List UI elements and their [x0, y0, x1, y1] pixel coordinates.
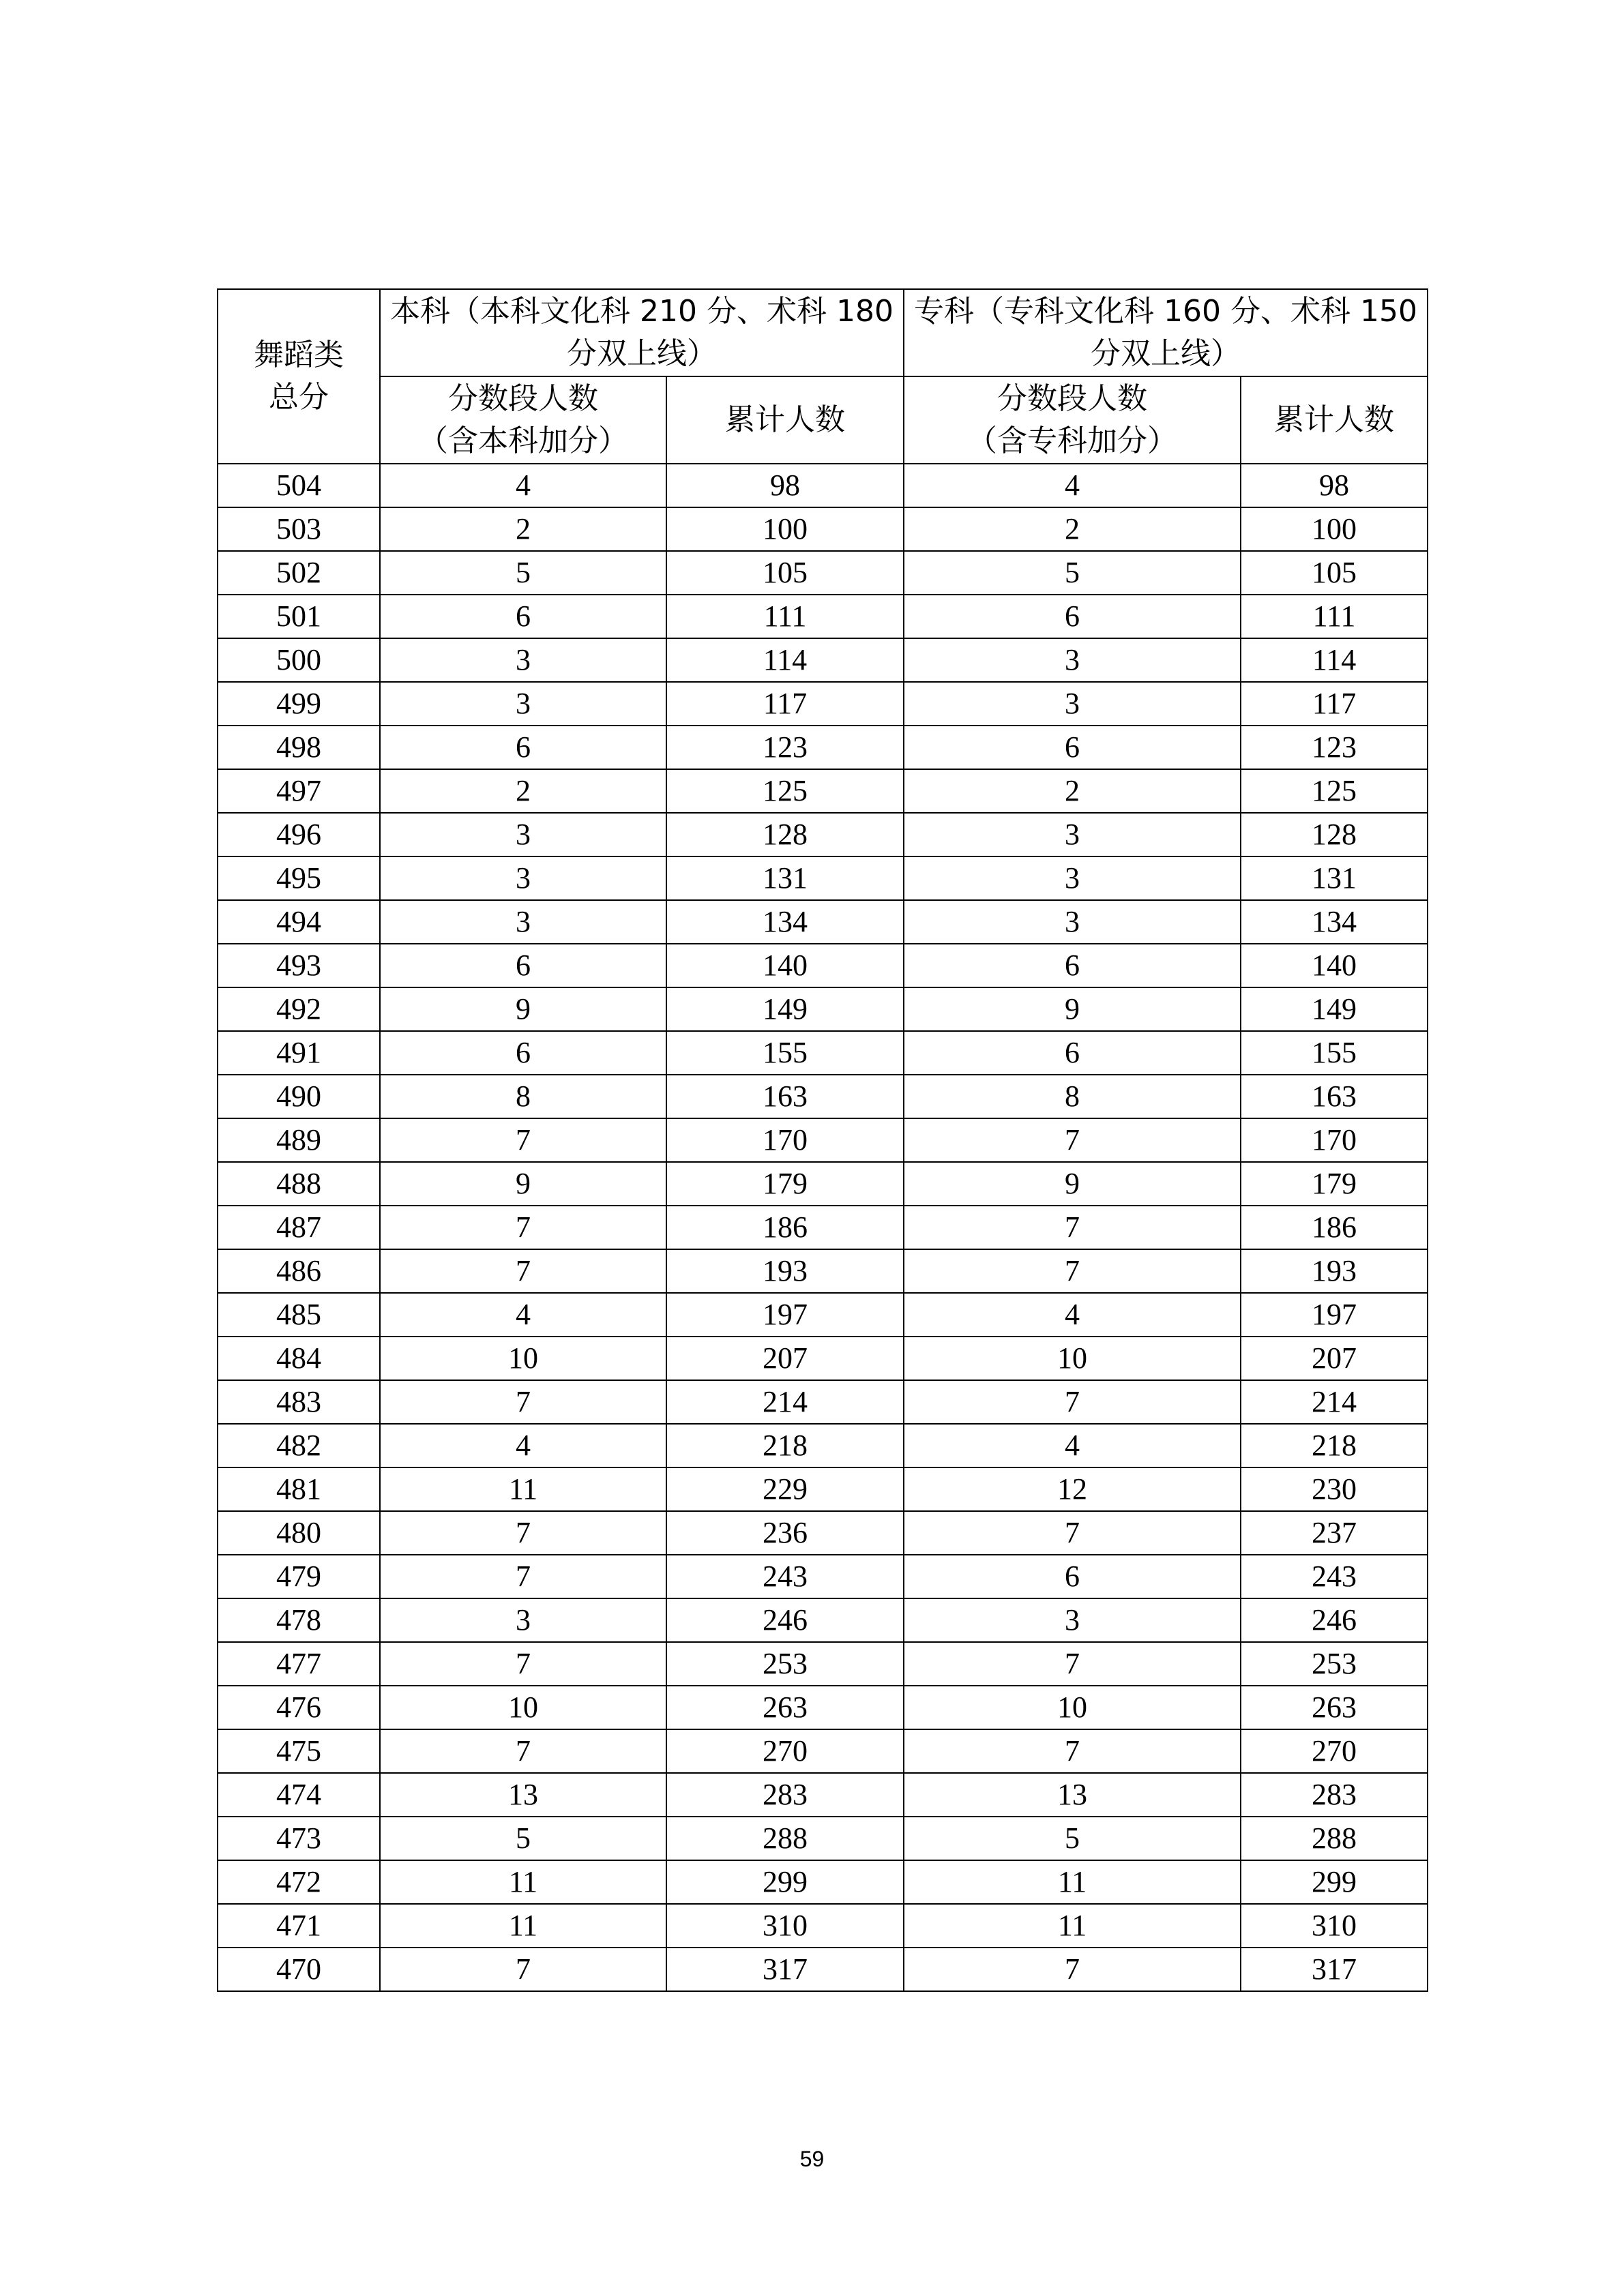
table-row — [218, 856, 1428, 900]
junior-cumulative-cell: 149 — [1241, 987, 1428, 1031]
undergrad-cumulative-cell: 299 — [666, 1860, 904, 1904]
junior-segment-cell: 7 — [904, 1642, 1241, 1686]
total-score-cell: 491 — [218, 1031, 380, 1075]
junior-segment-cell: 7 — [904, 1249, 1241, 1293]
junior-cumulative-cell: 218 — [1241, 1424, 1428, 1467]
undergrad-segment-cell: 7 — [380, 1555, 666, 1598]
header-junior-segment-line1: 分数段人数 — [997, 381, 1148, 416]
total-score-cell: 471 — [218, 1904, 380, 1948]
junior-cumulative-cell: 243 — [1241, 1555, 1428, 1598]
total-score-cell: 482 — [218, 1424, 380, 1467]
header-junior-segment-line2: （含专科加分） — [967, 423, 1178, 458]
junior-segment-cell: 4 — [904, 1424, 1241, 1467]
total-score-cell: 502 — [218, 551, 380, 595]
junior-cumulative-cell: 128 — [1241, 813, 1428, 856]
table-row — [218, 900, 1428, 944]
junior-segment-cell: 6 — [904, 1555, 1241, 1598]
junior-cumulative-cell: 163 — [1241, 1075, 1428, 1118]
undergrad-segment-cell: 9 — [380, 987, 666, 1031]
undergrad-cumulative-cell: 100 — [666, 507, 904, 551]
header-junior-segment — [904, 376, 1241, 464]
table-row — [218, 1118, 1428, 1162]
total-score-cell: 486 — [218, 1249, 380, 1293]
undergrad-segment-cell: 7 — [380, 1380, 666, 1424]
table-row — [218, 813, 1428, 856]
undergrad-segment-cell: 6 — [380, 944, 666, 987]
junior-cumulative-cell: 134 — [1241, 900, 1428, 944]
table-row — [218, 1860, 1428, 1904]
total-score-cell: 492 — [218, 987, 380, 1031]
undergrad-cumulative-cell: 246 — [666, 1598, 904, 1642]
junior-segment-cell: 6 — [904, 944, 1241, 987]
table-row — [218, 1686, 1428, 1729]
junior-cumulative-cell: 125 — [1241, 769, 1428, 813]
undergrad-cumulative-cell: 131 — [666, 856, 904, 900]
junior-cumulative-cell: 193 — [1241, 1249, 1428, 1293]
junior-segment-cell: 12 — [904, 1467, 1241, 1511]
undergrad-cumulative-cell: 163 — [666, 1075, 904, 1118]
table-row — [218, 987, 1428, 1031]
junior-cumulative-cell: 105 — [1241, 551, 1428, 595]
table-row — [218, 1817, 1428, 1860]
total-score-cell: 501 — [218, 595, 380, 638]
junior-segment-cell: 7 — [904, 1118, 1241, 1162]
total-score-cell: 499 — [218, 682, 380, 726]
junior-cumulative-cell: 100 — [1241, 507, 1428, 551]
undergrad-segment-cell: 11 — [380, 1904, 666, 1948]
undergrad-cumulative-cell: 243 — [666, 1555, 904, 1598]
total-score-cell: 472 — [218, 1860, 380, 1904]
total-score-cell: 481 — [218, 1467, 380, 1511]
table-row — [218, 1206, 1428, 1249]
table-row — [218, 1075, 1428, 1118]
junior-segment-cell: 5 — [904, 1817, 1241, 1860]
undergrad-cumulative-cell: 125 — [666, 769, 904, 813]
undergrad-segment-cell: 5 — [380, 1817, 666, 1860]
header-undergrad-segment-line2: （含本科加分） — [418, 423, 628, 458]
table-row — [218, 638, 1428, 682]
total-score-cell: 479 — [218, 1555, 380, 1598]
undergrad-segment-cell: 9 — [380, 1162, 666, 1206]
undergrad-segment-cell: 11 — [380, 1467, 666, 1511]
undergrad-cumulative-cell: 179 — [666, 1162, 904, 1206]
undergrad-segment-cell: 4 — [380, 464, 666, 507]
junior-segment-cell: 5 — [904, 551, 1241, 595]
undergrad-cumulative-cell: 111 — [666, 595, 904, 638]
undergrad-segment-cell: 3 — [380, 900, 666, 944]
undergrad-cumulative-cell: 207 — [666, 1337, 904, 1380]
undergrad-cumulative-cell: 236 — [666, 1511, 904, 1555]
undergrad-segment-cell: 6 — [380, 726, 666, 769]
undergrad-cumulative-cell: 283 — [666, 1773, 904, 1817]
table-row — [218, 944, 1428, 987]
junior-cumulative-cell: 98 — [1241, 464, 1428, 507]
total-score-cell: 498 — [218, 726, 380, 769]
junior-cumulative-cell: 179 — [1241, 1162, 1428, 1206]
undergrad-cumulative-cell: 123 — [666, 726, 904, 769]
table-row — [218, 1948, 1428, 1991]
junior-segment-cell: 11 — [904, 1860, 1241, 1904]
undergrad-segment-cell: 3 — [380, 638, 666, 682]
total-score-cell: 480 — [218, 1511, 380, 1555]
junior-segment-cell: 3 — [904, 638, 1241, 682]
junior-cumulative-cell: 263 — [1241, 1686, 1428, 1729]
junior-segment-cell: 7 — [904, 1206, 1241, 1249]
table-row — [218, 1773, 1428, 1817]
table-row — [218, 1729, 1428, 1773]
undergrad-cumulative-cell: 140 — [666, 944, 904, 987]
undergrad-cumulative-cell: 134 — [666, 900, 904, 944]
table-body — [218, 464, 1428, 1991]
undergrad-segment-cell: 7 — [380, 1948, 666, 1991]
undergrad-cumulative-cell: 214 — [666, 1380, 904, 1424]
undergrad-cumulative-cell: 229 — [666, 1467, 904, 1511]
table-row — [218, 1555, 1428, 1598]
header-total-score-line2: 总分 — [269, 380, 329, 415]
undergrad-segment-cell: 6 — [380, 1031, 666, 1075]
junior-cumulative-cell: 114 — [1241, 638, 1428, 682]
undergrad-cumulative-cell: 98 — [666, 464, 904, 507]
junior-segment-cell: 6 — [904, 595, 1241, 638]
junior-segment-cell: 3 — [904, 900, 1241, 944]
header-total-score — [218, 289, 380, 464]
undergrad-cumulative-cell: 114 — [666, 638, 904, 682]
undergrad-cumulative-cell: 117 — [666, 682, 904, 726]
junior-segment-cell: 7 — [904, 1948, 1241, 1991]
undergrad-cumulative-cell: 197 — [666, 1293, 904, 1337]
junior-segment-cell: 3 — [904, 856, 1241, 900]
total-score-cell: 470 — [218, 1948, 380, 1991]
undergrad-cumulative-cell: 186 — [666, 1206, 904, 1249]
junior-cumulative-cell: 237 — [1241, 1511, 1428, 1555]
junior-segment-cell: 10 — [904, 1686, 1241, 1729]
table-row — [218, 1380, 1428, 1424]
total-score-cell: 487 — [218, 1206, 380, 1249]
junior-segment-cell: 11 — [904, 1904, 1241, 1948]
table-row — [218, 1293, 1428, 1337]
table-row — [218, 1598, 1428, 1642]
undergrad-segment-cell: 4 — [380, 1293, 666, 1337]
undergrad-cumulative-cell: 149 — [666, 987, 904, 1031]
undergrad-cumulative-cell: 263 — [666, 1686, 904, 1729]
junior-cumulative-cell: 123 — [1241, 726, 1428, 769]
header-undergrad-segment — [380, 376, 666, 464]
junior-segment-cell: 2 — [904, 507, 1241, 551]
junior-segment-cell: 3 — [904, 813, 1241, 856]
undergrad-segment-cell: 2 — [380, 769, 666, 813]
undergrad-segment-cell: 3 — [380, 1598, 666, 1642]
junior-cumulative-cell: 111 — [1241, 595, 1428, 638]
undergrad-cumulative-cell: 310 — [666, 1904, 904, 1948]
junior-cumulative-cell: 170 — [1241, 1118, 1428, 1162]
score-distribution-table-container — [217, 288, 1427, 1992]
undergrad-segment-cell: 4 — [380, 1424, 666, 1467]
total-score-cell: 473 — [218, 1817, 380, 1860]
total-score-cell: 485 — [218, 1293, 380, 1337]
junior-segment-cell: 7 — [904, 1511, 1241, 1555]
undergrad-cumulative-cell: 105 — [666, 551, 904, 595]
undergrad-cumulative-cell: 170 — [666, 1118, 904, 1162]
total-score-cell: 488 — [218, 1162, 380, 1206]
undergrad-cumulative-cell: 253 — [666, 1642, 904, 1686]
table-row — [218, 1337, 1428, 1380]
junior-cumulative-cell: 207 — [1241, 1337, 1428, 1380]
junior-segment-cell: 6 — [904, 726, 1241, 769]
table-row — [218, 1467, 1428, 1511]
undergrad-cumulative-cell: 317 — [666, 1948, 904, 1991]
junior-cumulative-cell: 283 — [1241, 1773, 1428, 1817]
total-score-cell: 484 — [218, 1337, 380, 1380]
undergrad-cumulative-cell: 193 — [666, 1249, 904, 1293]
total-score-cell: 490 — [218, 1075, 380, 1118]
total-score-cell: 497 — [218, 769, 380, 813]
table-row — [218, 1511, 1428, 1555]
total-score-cell: 483 — [218, 1380, 380, 1424]
undergrad-segment-cell: 7 — [380, 1206, 666, 1249]
table-row — [218, 1031, 1428, 1075]
junior-cumulative-cell: 131 — [1241, 856, 1428, 900]
undergrad-cumulative-cell: 288 — [666, 1817, 904, 1860]
page-number: 59 — [799, 2147, 825, 2171]
header-total-score-line1: 舞蹈类 — [254, 338, 344, 372]
undergrad-segment-cell: 7 — [380, 1118, 666, 1162]
table-row — [218, 1249, 1428, 1293]
score-distribution-table — [217, 288, 1428, 1992]
junior-segment-cell: 3 — [904, 682, 1241, 726]
junior-cumulative-cell: 117 — [1241, 682, 1428, 726]
junior-cumulative-cell: 310 — [1241, 1904, 1428, 1948]
junior-segment-cell: 2 — [904, 769, 1241, 813]
undergrad-cumulative-cell: 218 — [666, 1424, 904, 1467]
junior-segment-cell: 4 — [904, 464, 1241, 507]
total-score-cell: 474 — [218, 1773, 380, 1817]
total-score-cell: 475 — [218, 1729, 380, 1773]
table-row — [218, 507, 1428, 551]
table-row — [218, 1642, 1428, 1686]
junior-cumulative-cell: 246 — [1241, 1598, 1428, 1642]
total-score-cell: 503 — [218, 507, 380, 551]
junior-cumulative-cell: 140 — [1241, 944, 1428, 987]
undergrad-cumulative-cell: 128 — [666, 813, 904, 856]
undergrad-segment-cell: 3 — [380, 813, 666, 856]
junior-cumulative-cell: 230 — [1241, 1467, 1428, 1511]
undergrad-segment-cell: 7 — [380, 1729, 666, 1773]
total-score-cell: 478 — [218, 1598, 380, 1642]
header-junior-cumulative: 累计人数 — [1241, 376, 1428, 464]
table-row — [218, 551, 1428, 595]
junior-segment-cell: 7 — [904, 1380, 1241, 1424]
junior-segment-cell: 8 — [904, 1075, 1241, 1118]
junior-cumulative-cell: 214 — [1241, 1380, 1428, 1424]
undergrad-segment-cell: 7 — [380, 1511, 666, 1555]
header-undergrad-group: 本科（本科文化科 210 分、术科 180 分双上线） — [380, 289, 904, 376]
junior-segment-cell: 4 — [904, 1293, 1241, 1337]
junior-segment-cell: 13 — [904, 1773, 1241, 1817]
table-row — [218, 464, 1428, 507]
table-header — [218, 289, 1428, 464]
table-row — [218, 769, 1428, 813]
junior-segment-cell: 7 — [904, 1729, 1241, 1773]
junior-cumulative-cell: 270 — [1241, 1729, 1428, 1773]
total-score-cell: 489 — [218, 1118, 380, 1162]
junior-cumulative-cell: 299 — [1241, 1860, 1428, 1904]
table-row — [218, 1904, 1428, 1948]
total-score-cell: 476 — [218, 1686, 380, 1729]
undergrad-segment-cell: 6 — [380, 595, 666, 638]
undergrad-segment-cell: 3 — [380, 682, 666, 726]
header-undergrad-cumulative: 累计人数 — [666, 376, 904, 464]
undergrad-segment-cell: 10 — [380, 1337, 666, 1380]
undergrad-segment-cell: 2 — [380, 507, 666, 551]
undergrad-segment-cell: 7 — [380, 1249, 666, 1293]
table-row — [218, 595, 1428, 638]
undergrad-segment-cell: 7 — [380, 1642, 666, 1686]
junior-segment-cell: 9 — [904, 1162, 1241, 1206]
undergrad-segment-cell: 8 — [380, 1075, 666, 1118]
junior-cumulative-cell: 186 — [1241, 1206, 1428, 1249]
undergrad-segment-cell: 5 — [380, 551, 666, 595]
undergrad-segment-cell: 13 — [380, 1773, 666, 1817]
undergrad-cumulative-cell: 270 — [666, 1729, 904, 1773]
table-row — [218, 1162, 1428, 1206]
junior-cumulative-cell: 317 — [1241, 1948, 1428, 1991]
table-row — [218, 726, 1428, 769]
header-junior-group: 专科（专科文化科 160 分、术科 150 分双上线） — [904, 289, 1428, 376]
total-score-cell: 504 — [218, 464, 380, 507]
undergrad-segment-cell: 3 — [380, 856, 666, 900]
junior-segment-cell: 6 — [904, 1031, 1241, 1075]
junior-segment-cell: 3 — [904, 1598, 1241, 1642]
total-score-cell: 477 — [218, 1642, 380, 1686]
total-score-cell: 494 — [218, 900, 380, 944]
junior-cumulative-cell: 253 — [1241, 1642, 1428, 1686]
undergrad-segment-cell: 11 — [380, 1860, 666, 1904]
junior-segment-cell: 10 — [904, 1337, 1241, 1380]
table-row — [218, 682, 1428, 726]
table-row — [218, 1424, 1428, 1467]
undergrad-segment-cell: 10 — [380, 1686, 666, 1729]
header-undergrad-segment-line1: 分数段人数 — [448, 381, 598, 416]
total-score-cell: 500 — [218, 638, 380, 682]
junior-cumulative-cell: 155 — [1241, 1031, 1428, 1075]
total-score-cell: 496 — [218, 813, 380, 856]
junior-cumulative-cell: 197 — [1241, 1293, 1428, 1337]
total-score-cell: 495 — [218, 856, 380, 900]
junior-segment-cell: 9 — [904, 987, 1241, 1031]
undergrad-cumulative-cell: 155 — [666, 1031, 904, 1075]
junior-cumulative-cell: 288 — [1241, 1817, 1428, 1860]
total-score-cell: 493 — [218, 944, 380, 987]
